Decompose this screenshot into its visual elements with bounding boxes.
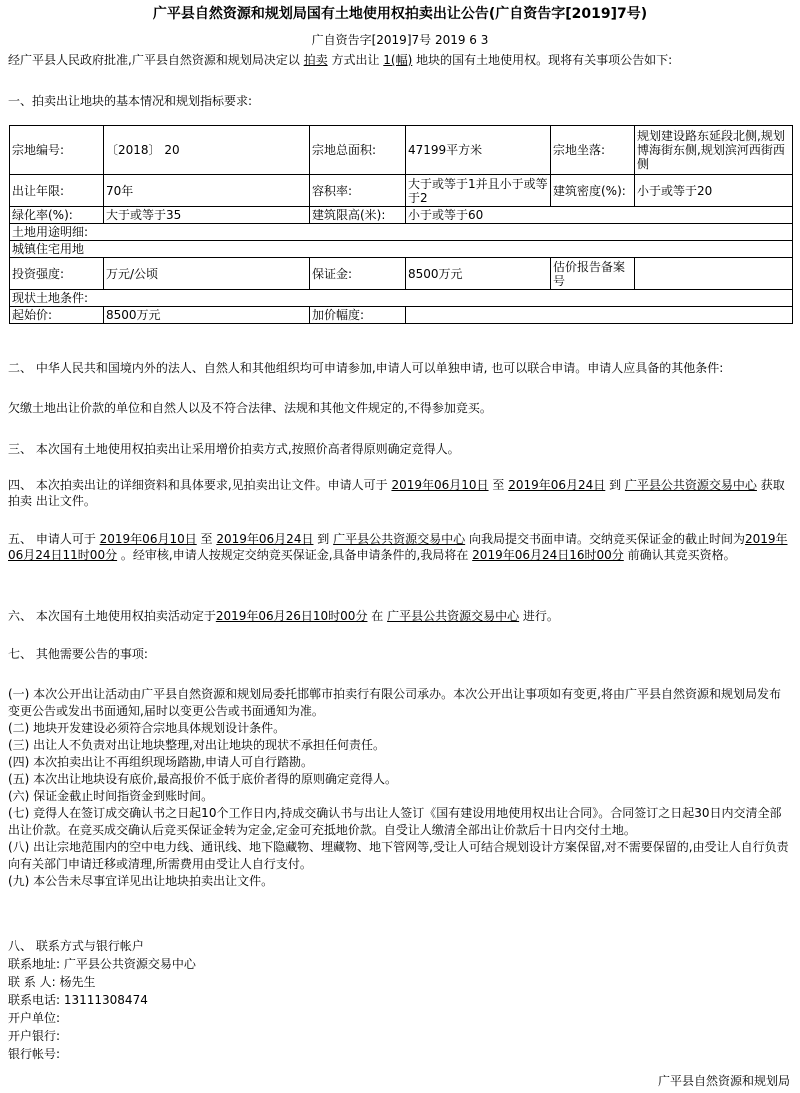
parcel-no-label: 宗地编号:	[10, 126, 104, 175]
section7-items	[8, 686, 790, 890]
s6-text: 六、 本次国有土地使用权拍卖活动定于	[8, 609, 216, 623]
s5-text-deposit: 向我局提交书面申请。交纳竞买保证金的截止时间为	[465, 532, 745, 546]
table-row	[10, 258, 793, 290]
parcel-table	[9, 125, 793, 324]
table-row	[10, 224, 793, 241]
list-item: (八) 出让宗地范围内的空中电力线、通讯线、地下隐藏物、埋藏物、地下管网等,受让人可结合规划设计方案保留,对不需要保留的,由受让人自行负责向有关部门申请迁移或清理,所需费用由受让人自行支付。	[8, 840, 789, 871]
list-item: (三) 出让人不负责对出让地块整理,对出让地块的现状不承担任何责任。	[8, 738, 385, 752]
table-row	[10, 175, 793, 207]
term-label: 出让年限:	[10, 175, 104, 207]
s4-place: 广平县公共资源交易中心	[624, 478, 757, 492]
intro-paragraph	[8, 52, 790, 68]
list-item: (七) 竞得人在签订成交确认书之日起10个工作日内,持成交确认书与出让人签订《国有建设用地使用权出让合同》。合同签订之日起30日内交清全部出让价款。在竞买成交确认后竞买保证金转为定金,定金可充抵地价款。自受让人缴清全部出让价款后十日内交付土地。	[8, 806, 782, 837]
section8-heading: 八、 联系方式与银行帐户	[8, 939, 144, 953]
section6	[8, 608, 790, 624]
section4	[8, 477, 790, 509]
bank-account: 银行帐号:	[8, 1047, 61, 1061]
signature: 广平县自然资源和规划局	[657, 1074, 790, 1088]
page-title: 广平县自然资源和规划局国有土地使用权拍卖出让公告(广自资告字[2019]7号)	[152, 6, 648, 22]
list-item: (四) 本次拍卖出让不再组织现场踏勘,申请人可自行踏勘。	[8, 755, 313, 769]
document-number: 广自资告字[2019]7号 2019 6 3	[311, 33, 489, 47]
section7-heading: 七、 其他需要公告的事项:	[8, 647, 148, 661]
s5-text-at: 到	[313, 532, 334, 546]
section8	[8, 937, 790, 1063]
height-value: 小于或等于60	[406, 207, 793, 224]
term-value: 70年	[104, 175, 310, 207]
s5-deadline: 2019年06月24日11时00分	[8, 532, 788, 562]
s5-text: 五、 申请人可于	[8, 532, 100, 546]
s6-text-at: 在	[367, 609, 388, 623]
height-label: 建筑限高(米):	[310, 207, 406, 224]
intro-method: 拍卖	[303, 53, 328, 67]
green-label: 绿化率(%):	[10, 207, 104, 224]
s4-text-at: 到	[605, 478, 625, 492]
use-label: 土地用途明细:	[10, 224, 793, 241]
s6-place: 广平县公共资源交易中心	[387, 609, 520, 623]
section2-line1: 二、 中华人民共和国境内外的法人、自然人和其他组织均可申请参加,申请人可以单独申请, 也可以联合申请。申请人应具备的其他条件:	[8, 361, 724, 375]
investment-value: 万元/公顷	[104, 258, 310, 290]
area-value: 47199平方米	[406, 126, 551, 175]
s4-text-to: 至	[488, 478, 509, 492]
location-value: 规划建设路东延段北侧,规划博海街东侧,规划滨河西街西侧	[635, 126, 793, 175]
contact-person: 联 系 人: 杨先生	[8, 975, 96, 989]
s5-place: 广平县公共资源交易中心	[333, 532, 466, 546]
s4-end-date: 2019年06月24日	[508, 478, 606, 492]
bank-name: 开户银行:	[8, 1029, 61, 1043]
deposit-label: 保证金:	[310, 258, 406, 290]
s6-auction-time: 2019年06月26日10时00分	[215, 609, 368, 623]
section5	[8, 531, 790, 563]
table-row	[10, 241, 793, 258]
use-value: 城镇住宅用地	[10, 241, 793, 258]
green-value: 大于或等于35	[104, 207, 310, 224]
increment-value	[406, 307, 793, 324]
start-price-label: 起始价:	[10, 307, 104, 324]
section2-line2: 欠缴土地出让价款的单位和自然人以及不符合法律、法规和其他文件规定的,不得参加竞买。	[8, 401, 492, 415]
appraisal-label: 估价报告备案号	[551, 258, 635, 290]
list-item: (六) 保证金截止时间指资金到账时间。	[8, 789, 214, 803]
intro-count: 1(幅)	[383, 53, 413, 67]
deposit-value: 8500万元	[406, 258, 551, 290]
start-price-value: 8500万元	[104, 307, 310, 324]
parcel-no-value: 〔2018〕 20	[104, 126, 310, 175]
list-item: (五) 本次出让地块设有底价,最高报价不低于底价者得的原则确定竞得人。	[8, 772, 397, 786]
s4-start-date: 2019年06月10日	[391, 478, 489, 492]
contact-address: 联系地址: 广平县公共资源交易中心	[8, 957, 196, 971]
intro-text-mid: 方式出让	[327, 53, 384, 67]
density-label: 建筑密度(%):	[551, 175, 635, 207]
s4-text: 四、 本次拍卖出让的详细资料和具体要求,见拍卖出让文件。申请人可于	[8, 478, 392, 492]
table-row	[10, 290, 793, 307]
area-label: 宗地总面积:	[310, 126, 406, 175]
s4-text-end: 获取 拍卖 出让文件。	[8, 478, 785, 508]
density-value: 小于或等于20	[635, 175, 793, 207]
bank-unit: 开户单位:	[8, 1011, 61, 1025]
list-item: (一) 本次公开出让活动由广平县自然资源和规划局委托邯郸市拍卖行有限公司承办。本次公开出让事项如有变更,将由广平县自然资源和规划局发布变更公告或发出书面通知,届时以变更公告或书面通知为准。	[8, 687, 781, 718]
s5-start-date: 2019年06月10日	[99, 532, 197, 546]
far-value: 大于或等于1并且小于或等于2	[406, 175, 551, 207]
section1-heading: 一、拍卖出让地块的基本情况和规划指标要求:	[8, 94, 253, 108]
intro-text: 经广平县人民政府批准,广平县自然资源和规划局决定以	[8, 53, 304, 67]
s5-confirm-time: 2019年06月24日16时00分	[472, 548, 624, 562]
s6-text-end: 进行。	[519, 609, 559, 623]
list-item: (九) 本公告未尽事宜详见出让地块拍卖出让文件。	[8, 874, 274, 888]
section3: 三、 本次国有土地使用权拍卖出让采用增价拍卖方式,按照价高者得原则确定竞得人。	[8, 442, 460, 456]
s5-text-review: 。经审核,申请人按规定交纳竞买保证金,具备申请条件的,我局将在	[117, 548, 473, 562]
far-label: 容积率:	[310, 175, 406, 207]
s5-text-to: 至	[196, 532, 217, 546]
location-label: 宗地坐落:	[551, 126, 635, 175]
increment-label: 加价幅度:	[310, 307, 406, 324]
contact-phone: 联系电话: 13111308474	[8, 993, 148, 1007]
intro-text-post: 地块的国有土地使用权。现将有关事项公告如下:	[412, 53, 673, 67]
s5-text-end: 前确认其竞买资格。	[623, 548, 736, 562]
table-row	[10, 207, 793, 224]
appraisal-value	[635, 258, 793, 290]
table-row	[10, 307, 793, 324]
s5-end-date: 2019年06月24日	[216, 532, 314, 546]
condition-label: 现状土地条件:	[10, 290, 793, 307]
list-item: (二) 地块开发建设必须符合宗地具体规划设计条件。	[8, 721, 286, 735]
investment-label: 投资强度:	[10, 258, 104, 290]
table-row	[10, 126, 793, 175]
